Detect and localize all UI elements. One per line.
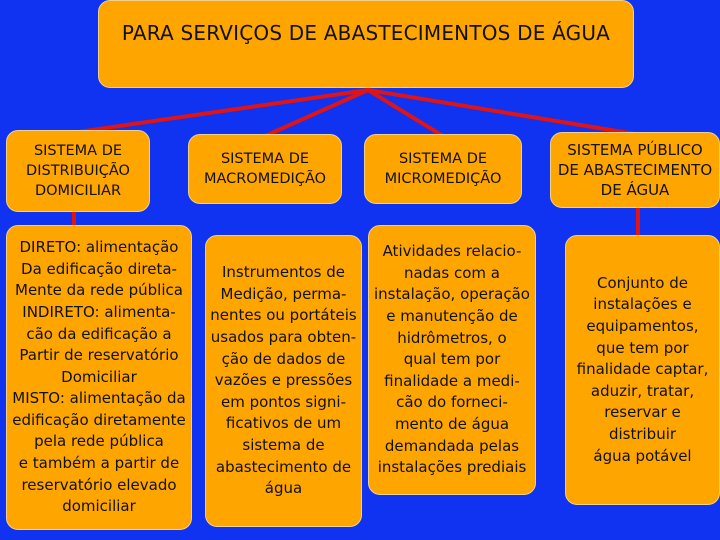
title-box [98, 0, 634, 88]
diagram-title: PARA SERVIÇOS DE ABASTECIMENTOS DE ÁGUA [121, 21, 611, 45]
header-label-distribuicao-domiciliar: SISTEMA DE DISTRIBUIÇÃO DOMICILIAR [26, 143, 130, 199]
body-text-sistema-publico: Conjunto de instalações e equipamentos, que tem por finalidade captar, aduzir, tratar, reservar e distribuir água potável [576, 273, 709, 465]
body-box-macromedicao [205, 235, 362, 527]
header-box-micromedicao [364, 134, 522, 204]
header-label-sistema-publico: SISTEMA PÚBLICO DE ABASTECIMENTO DE ÁGUA [557, 141, 713, 199]
body-box-distribuicao-domiciliar [6, 225, 192, 530]
body-text-micromedicao: Atividades relacio- nadas com a instalação, operação e manutenção de hidrômetros, o qual tem por finalidade a medi- cão do forneci- mento de água demandada pelas instalações prediais [374, 242, 530, 477]
header-label-micromedicao: SISTEMA DE MICROMEDIÇÃO [384, 151, 502, 187]
body-text-macromedicao: Instrumentos de Medição, perma- nentes ou portáteis usados para obten- ção de dados de vazões e pressões em pontos signi- ficativos de um sistema de abastecimento de água [210, 263, 357, 498]
connector-title-col4 [368, 90, 635, 134]
header-box-macromedicao [188, 134, 342, 204]
body-box-micromedicao [368, 225, 536, 495]
header-box-distribuicao-domiciliar [6, 130, 150, 212]
header-label-macromedicao: SISTEMA DE MACROMEDIÇÃO [203, 151, 327, 187]
body-box-sistema-publico [565, 235, 720, 505]
header-box-sistema-publico [550, 132, 720, 208]
body-text-distribuicao-domiciliar: DIRETO: alimentação Da edificação direta- Mente da rede pública INDIRETO: alimenta- cão da edificação a Partir de reservatório Domiciliar MISTO: alimentação da edificação diretamente pela rede pública e também a partir de reservatório elevado domiciliar [12, 238, 186, 516]
